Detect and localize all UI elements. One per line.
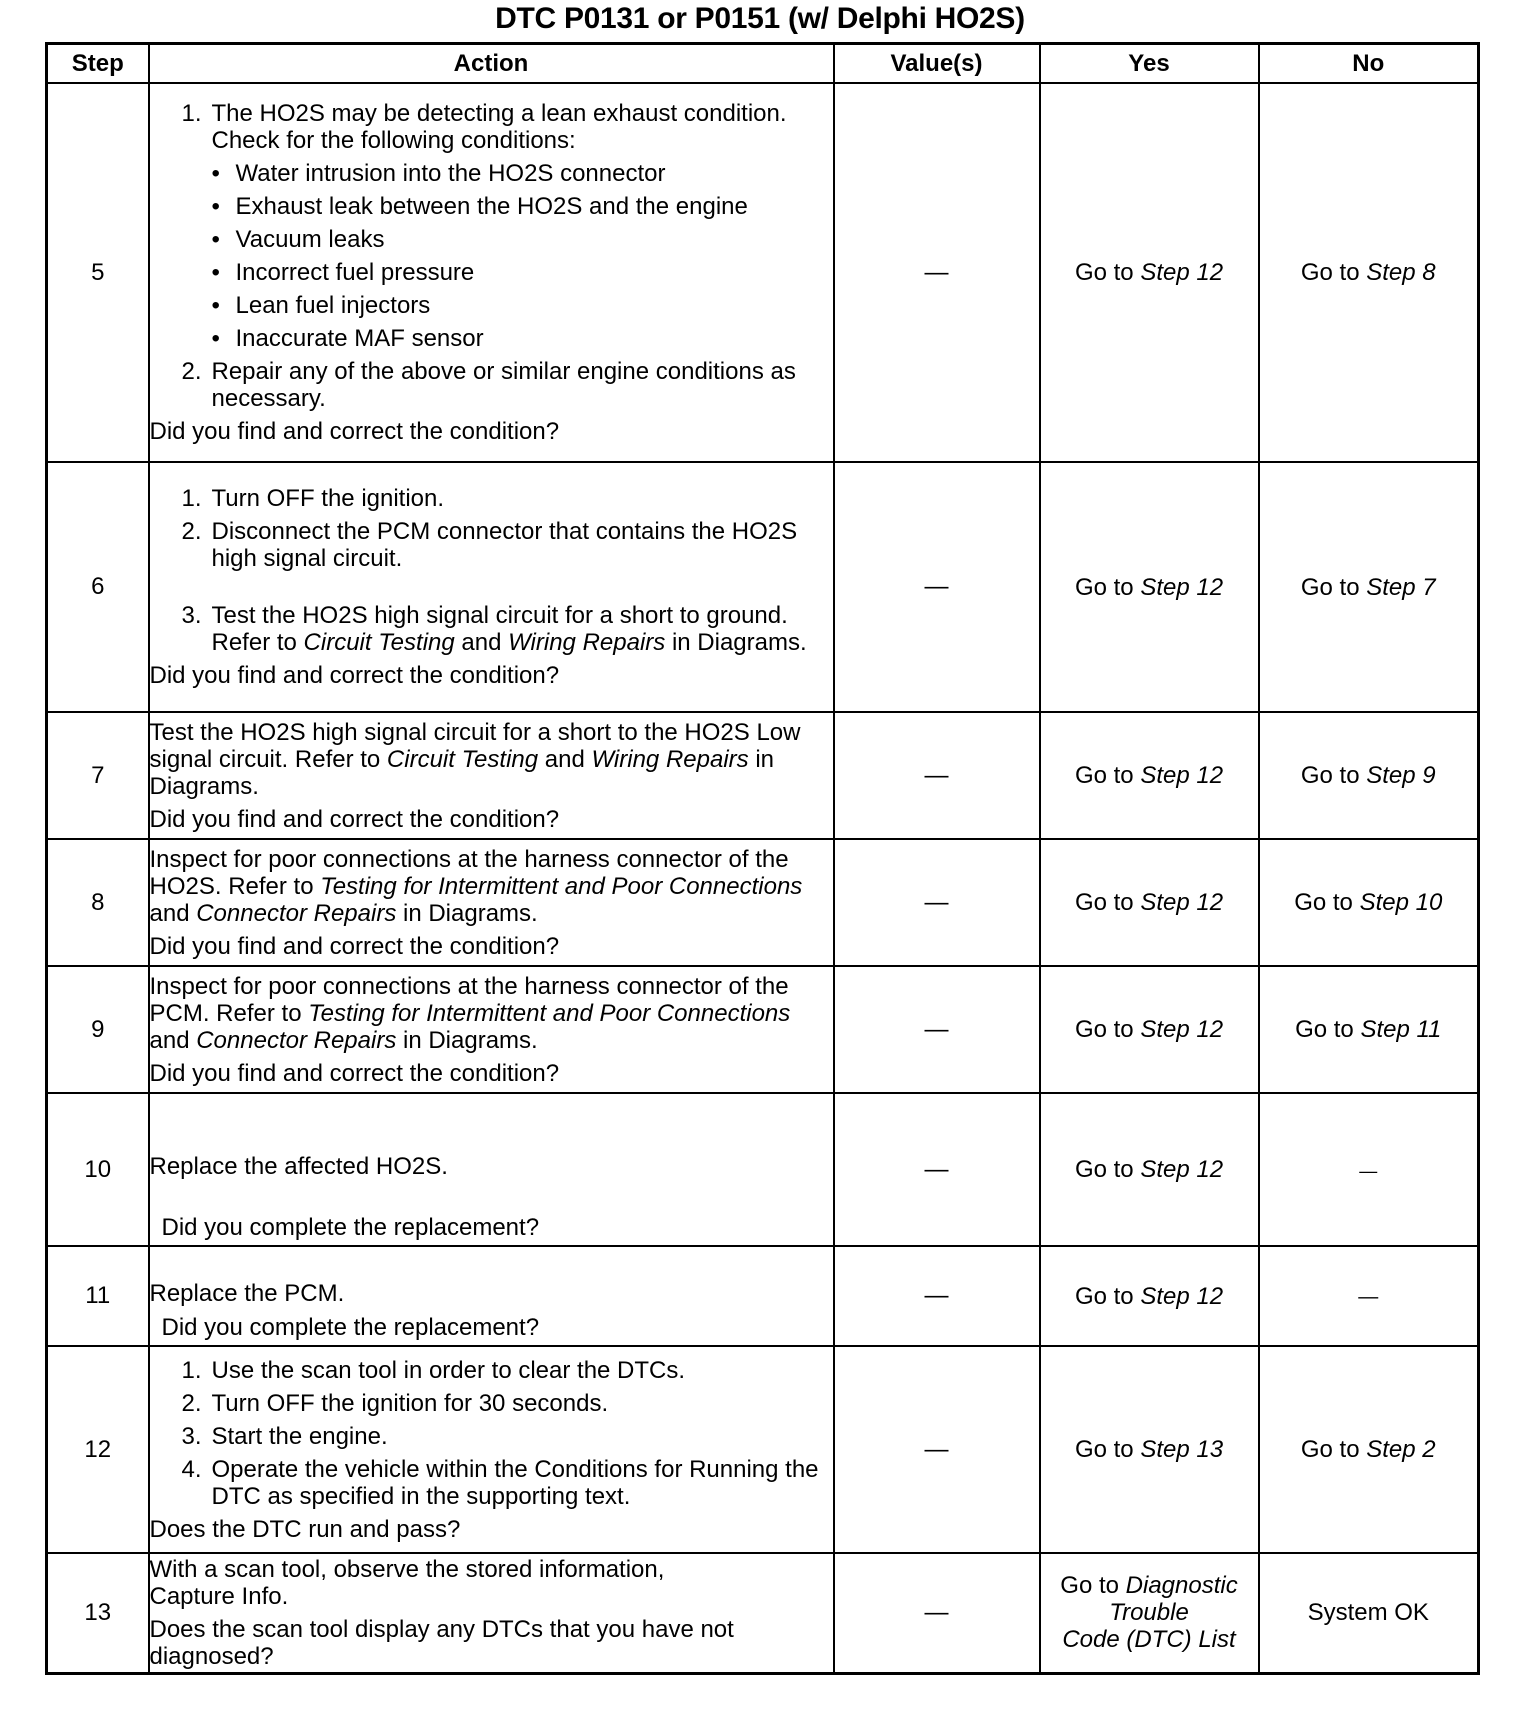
item-number: 3. [181,1422,202,1450]
action-item [150,1456,833,1510]
action-cell [149,966,834,1093]
text-run: Inspect for poor connections at the harness connector of the PCM. Refer to [149,972,789,1027]
value-cell [834,712,1040,839]
action-cell [149,83,834,462]
bullet-text: Exhaust leak between the HO2S and the engine [235,193,748,220]
value-cell [834,1246,1040,1346]
bullet-text: Vacuum leaks [235,226,385,253]
no-prefix: Go to [1300,259,1367,286]
item-number: 4. [181,1455,202,1483]
yes-step-link[interactable]: Step 13 [1140,1436,1224,1463]
reference-link[interactable]: Circuit Testing [386,745,539,773]
no-step-link[interactable]: Step 2 [1366,1436,1436,1463]
item-text: Turn OFF the ignition. [211,485,445,512]
action-cell [149,1553,834,1673]
reference-link[interactable]: Testing for Intermittent and Poor Connections [308,999,791,1027]
reference-link[interactable]: Circuit Testing [303,629,455,656]
reference-link[interactable]: Wiring Repairs [508,629,666,656]
bullet-icon: • [211,226,220,253]
action-text: Replace the PCM. [149,1279,345,1307]
text-run: in Diagrams. [396,899,538,927]
item-text: Use the scan tool in order to clear the DTCs. [211,1356,686,1384]
item-number: 2. [181,1389,202,1417]
yes-cell [1040,83,1259,462]
text-run: Inspect for poor connections at the harness connector of the HO2S. Refer to [149,845,789,900]
action-item [150,100,833,154]
item-number: 1. [181,1356,202,1384]
reference-link[interactable]: Connector Repairs [196,899,397,927]
item-number: 2. [181,518,202,545]
no-cell [1259,462,1479,712]
no-cell [1259,712,1479,839]
action-cell [149,462,834,712]
no-prefix: Go to [1300,1436,1367,1463]
dash-symbol: — [924,1015,949,1043]
action-question: Did you find and correct the condition? [149,932,560,960]
action-cell [149,1246,834,1346]
dash-symbol: — [924,258,949,286]
dash-symbol: — [924,1435,949,1463]
bullet-item [150,292,833,319]
item-text: Disconnect the PCM connector that contains the HO2S high signal circuit. [211,518,798,572]
yes-cell [1040,462,1259,712]
value-cell [834,462,1040,712]
column-header-values: Value(s) [834,44,1040,84]
dash-symbol: — [924,1155,949,1183]
yes-dtc-list-link[interactable]: Diagnostic [1125,1572,1238,1600]
no-step-link[interactable]: Step 10 [1359,889,1443,916]
value-cell [834,839,1040,966]
dash-symbol: — [924,888,949,916]
yes-step-link[interactable]: Step 12 [1140,762,1224,789]
yes-step-link[interactable]: Step 12 [1140,1156,1224,1183]
bullet-item [150,193,833,220]
item-text [202,602,833,656]
step-number: 5 [47,83,149,462]
table-row-step-12 [47,1346,1479,1553]
text-run: in Diagrams. [665,629,807,656]
no-step-link[interactable]: Step 9 [1366,762,1436,789]
step-number: 11 [47,1246,149,1346]
no-step-link[interactable]: Step 8 [1366,259,1436,286]
yes-step-link[interactable]: Step 12 [1140,259,1224,286]
action-item [150,602,833,656]
column-header-no: No [1259,44,1479,84]
item-text: Turn OFF the ignition for 30 seconds. [211,1389,609,1417]
action-text: With a scan tool, observe the stored information, Capture Info. [149,1555,665,1610]
no-step-link[interactable]: Step 11 [1360,1016,1442,1043]
action-question: Did you complete the replacement? [161,1214,540,1241]
action-text [150,719,833,800]
action-question: Did you find and correct the condition? [149,1059,560,1087]
item-text: Repair any of the above or similar engine conditions as necessary. [211,358,796,412]
text-run: and [149,899,197,927]
yes-cell [1040,1346,1259,1553]
dash-symbol: — [1358,1286,1379,1308]
item-number: 1. [181,100,202,127]
step-number: 10 [47,1093,149,1246]
yes-cell [1040,966,1259,1093]
text-run: Test the HO2S high signal circuit for a short to the HO2S Low signal circuit. Refer to [149,718,801,773]
bullet-icon: • [211,193,220,220]
yes-cell [1040,839,1259,966]
yes-prefix: Go to [1074,889,1141,916]
yes-step-link[interactable]: Step 12 [1140,889,1224,916]
no-prefix: Go to [1295,1016,1361,1043]
no-prefix: Go to [1300,762,1367,789]
table-row-step-9 [47,966,1479,1093]
text-run: in Diagrams. [396,1026,538,1054]
no-prefix: Go to [1300,573,1367,601]
yes-dtc-list-link[interactable]: Code (DTC) List [1062,1626,1236,1654]
step-number: 7 [47,712,149,839]
dash-symbol: — [924,573,949,600]
no-cell [1259,83,1479,462]
dash-symbol: — [924,761,949,789]
table-row-step-5 [47,83,1479,462]
bullet-icon: • [211,160,220,187]
value-cell [834,1093,1040,1246]
yes-prefix: Go to [1060,1572,1126,1600]
action-cell [149,1346,834,1553]
yes-cell [1040,712,1259,839]
action-question: Does the DTC run and pass? [149,1515,461,1543]
text-run: and [149,1026,197,1054]
action-question: Did you find and correct the condition? [149,418,560,445]
yes-prefix: Go to [1074,1016,1141,1043]
step-number: 12 [47,1346,149,1553]
yes-step-link[interactable]: Step 12 [1140,1282,1224,1310]
reference-link[interactable]: Connector Repairs [196,1026,397,1054]
dash-symbol: — [924,1282,949,1309]
no-cell [1259,1246,1479,1346]
text-run: in Diagrams. [149,745,775,800]
text-run: Test the HO2S high signal circuit for a short to ground. Refer to [211,602,788,656]
value-cell [834,83,1040,462]
bullet-icon: • [211,292,220,319]
reference-link[interactable]: Testing for Intermittent and Poor Connections [320,872,803,900]
action-item [150,1390,833,1417]
step-number: 13 [47,1553,149,1673]
no-cell [1259,1553,1479,1673]
action-text [150,973,833,1054]
table-row-step-7 [47,712,1479,839]
item-text: Operate the vehicle within the Conditions for Running the DTC as specified in the supporting text. [211,1455,819,1510]
reference-link[interactable]: Wiring Repairs [591,745,749,773]
no-cell [1259,839,1479,966]
item-text: The HO2S may be detecting a lean exhaust condition. Check for the following conditions: [211,100,787,154]
action-item [150,485,833,512]
table-row-step-11 [47,1246,1479,1346]
table-row-step-13 [47,1553,1479,1673]
no-step-link[interactable]: Step 7 [1366,573,1436,601]
item-number: 1. [181,485,202,512]
bullet-item [150,160,833,187]
bullet-icon: • [211,325,220,352]
text-run: and [538,745,592,773]
action-item [150,358,833,412]
bullet-text: Incorrect fuel pressure [235,259,475,286]
no-cell [1259,1346,1479,1553]
step-number: 9 [47,966,149,1093]
system-ok-text: System OK [1307,1599,1429,1627]
yes-step-link[interactable]: Step 12 [1140,573,1224,601]
value-cell [834,1346,1040,1553]
action-cell [149,712,834,839]
text-run: and [454,629,509,656]
yes-prefix: Go to [1074,573,1141,601]
bullet-item [150,226,833,253]
yes-prefix: Go to [1074,762,1141,789]
action-text: Replace the affected HO2S. [149,1153,448,1180]
action-item [150,1357,833,1384]
action-question: Did you find and correct the condition? [149,662,560,689]
dash-symbol: — [924,1598,949,1626]
yes-prefix: Go to [1074,1436,1141,1463]
no-cell [1259,966,1479,1093]
bullet-item [150,325,833,352]
page-title: DTC P0131 or P0151 (w/ Delphi HO2S) [495,2,1025,35]
bullet-text: Inaccurate MAF sensor [235,325,484,352]
action-cell [149,1093,834,1246]
action-cell [149,839,834,966]
no-cell [1259,1093,1479,1246]
yes-prefix: Go to [1074,1156,1141,1183]
column-header-step: Step [47,44,149,84]
action-text [150,846,833,927]
yes-cell [1040,1553,1259,1673]
table-row-step-10 [47,1093,1479,1246]
action-question: Did you complete the replacement? [161,1314,540,1341]
item-number: 2. [181,358,202,385]
item-text: Start the engine. [211,1422,388,1450]
bullet-item [150,259,833,286]
no-prefix: Go to [1294,889,1360,916]
bullet-text: Lean fuel injectors [235,292,431,319]
value-cell [834,966,1040,1093]
yes-prefix: Go to [1074,259,1141,286]
yes-dtc-list-link[interactable]: Trouble [1109,1599,1189,1627]
item-number: 3. [181,602,202,629]
action-question: Does the scan tool display any DTCs that you have not diagnosed? [149,1615,734,1670]
yes-prefix: Go to [1074,1282,1141,1310]
yes-cell [1040,1246,1259,1346]
bullet-icon: • [211,259,220,286]
step-number: 6 [47,462,149,712]
column-header-action: Action [149,44,834,84]
bullet-text: Water intrusion into the HO2S connector [235,160,666,187]
action-item [150,518,833,572]
column-header-yes: Yes [1040,44,1259,84]
table-header-row [47,44,1479,84]
yes-cell [1040,1093,1259,1246]
dash-symbol: — [1359,1160,1378,1181]
table-row-step-8 [47,839,1479,966]
yes-step-link[interactable]: Step 12 [1140,1016,1224,1043]
step-number: 8 [47,839,149,966]
value-cell [834,1553,1040,1673]
action-item [150,1423,833,1450]
diagnostic-table [45,42,1480,1675]
table-row-step-6 [47,462,1479,712]
action-question: Did you find and correct the condition? [149,805,560,833]
